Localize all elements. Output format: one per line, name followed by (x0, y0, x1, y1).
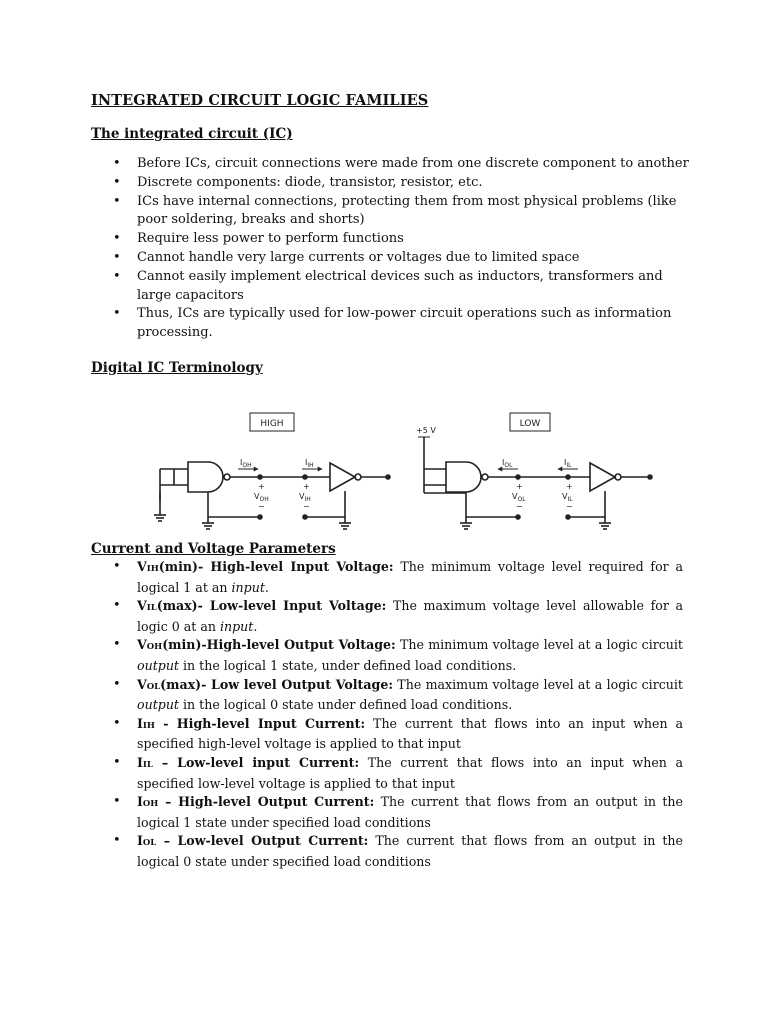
list-item: • IIL – Low-level input Current: The current that flows into an input when a specified low-level voltage is applied to that input (113, 754, 683, 793)
list-item: • VIH(min)- High-level Input Voltage: The minimum voltage level required for a logical 1 at an input. (113, 558, 683, 597)
supply-voltage-label: +5 V (416, 426, 436, 435)
list-item: • ICs have internal connections, protecting them from most physical problems (like poor soldering, breaks and shorts) (113, 193, 693, 231)
inverter-gate-right (590, 463, 615, 491)
heading-current-voltage-parameters: Current and Voltage Parameters (91, 541, 336, 557)
nand-gate-right (446, 462, 481, 492)
plus-sign: + (566, 482, 573, 491)
inverter-bubble-left-nand (224, 474, 230, 480)
document-title: INTEGRATED CIRCUIT LOGIC FAMILIES (91, 92, 429, 109)
list-item: • Cannot easily implement electrical devices such as inductors, transformers and large capacitors (113, 268, 693, 306)
plus-sign: + (258, 482, 265, 491)
list-item: • IOL – Low-level Output Current: The current that flows from an output in the logical 0 state under specified load conditions (113, 832, 683, 871)
low-label: LOW (519, 419, 541, 429)
list-item: • IIH - High-level Input Current: The current that flows into an input when a specified high-level voltage is applied to that input (113, 715, 683, 754)
ic-bullet-list (113, 155, 693, 343)
list-item: • VOL(max)- Low level Output Voltage: The maximum voltage level at a logic circuit output in the logical 0 state under defined load conditions. (113, 676, 683, 715)
list-item: • VOH(min)-High-level Output Voltage: The minimum voltage level at a logic circuit output in the logical 1 state, under defined load conditions. (113, 636, 683, 675)
list-item: • VIL(max)- Low-level Input Voltage: The maximum voltage level allowable for a logic 0 at an input. (113, 597, 683, 636)
heading-integrated-circuit: The integrated circuit (IC) (91, 126, 293, 142)
plus-sign: + (516, 482, 523, 491)
minus-sign: − (516, 502, 523, 511)
plus-sign: + (303, 482, 310, 491)
list-item: • Discrete components: diode, transistor, resistor, etc. (113, 174, 693, 193)
list-item: • IOH – High-level Output Current: The current that flows from an output in the logical 1 state under specified load conditions (113, 793, 683, 832)
minus-sign: − (303, 502, 310, 511)
iih-label: $I_{IH}$ (305, 458, 314, 469)
parameters-bullet-list (113, 558, 683, 872)
logic-level-circuit-svg (150, 405, 670, 530)
minus-sign: − (258, 502, 265, 511)
list-item: • Before ICs, circuit connections were made from one discrete component to another (113, 155, 693, 174)
list-item: • Cannot handle very large currents or voltages due to limited space (113, 249, 693, 268)
minus-sign: − (566, 502, 573, 511)
voh-label: $V_{OH}$ (254, 492, 269, 503)
iol-label: $I_{OL}$ (502, 458, 513, 469)
iil-label: $I_{IL}$ (564, 458, 572, 469)
list-item: • Thus, ICs are typically used for low-power circuit operations such as information processing. (113, 305, 693, 343)
high-label: HIGH (260, 419, 284, 429)
heading-digital-ic-terminology: Digital IC Terminology (91, 360, 263, 376)
vil-label: $V_{IL}$ (562, 492, 573, 503)
inverter-gate-left (330, 463, 355, 491)
list-item: • Require less power to perform functions (113, 230, 693, 249)
ioh-label: $I_{OH}$ (240, 458, 252, 469)
nand-gate-left (188, 462, 223, 492)
logic-level-diagram (150, 405, 670, 530)
vih-label: $V_{IH}$ (299, 492, 311, 503)
vol-label: $V_{OL}$ (512, 492, 526, 503)
